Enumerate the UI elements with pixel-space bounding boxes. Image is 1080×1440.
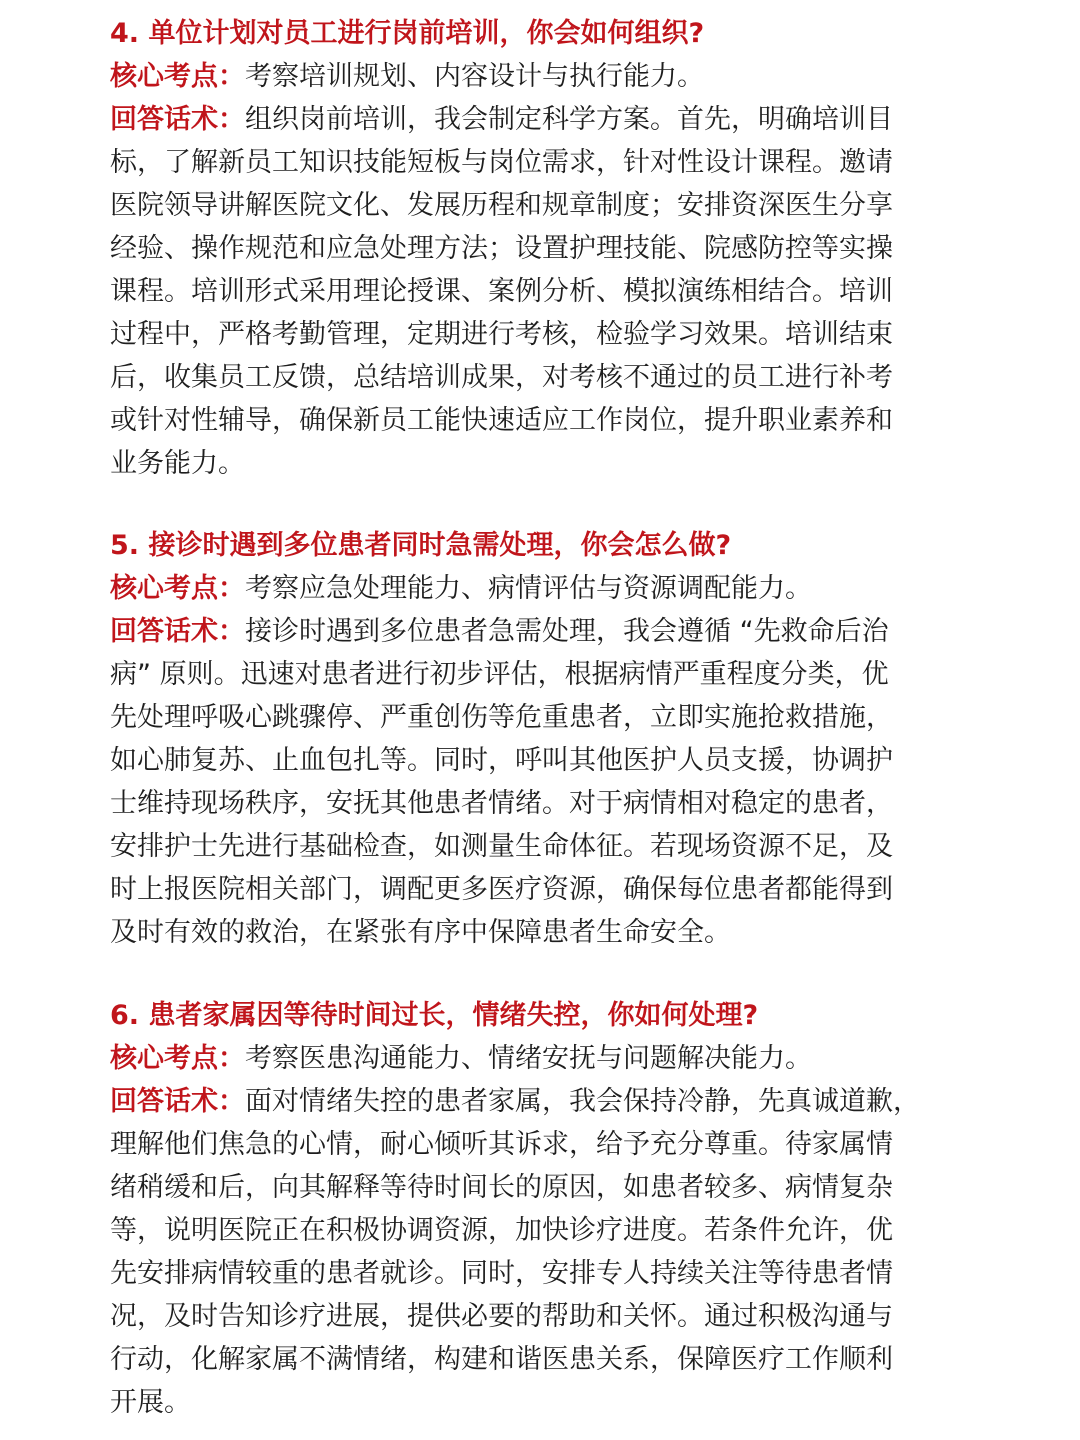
core-point-label: 核心考点：	[110, 1043, 245, 1074]
question-title: 5. 接诊时遇到多位患者同时急需处理，你会怎么做?	[110, 530, 732, 561]
answer-label: 回答话术：	[110, 104, 245, 135]
answer-line: 绪稍缓和后，向其解释等待时间长的原因，如患者较多、病情复杂	[110, 1172, 893, 1203]
answer-line: 课程。培训形式采用理论授课、案例分析、模拟演练相结合。培训	[110, 276, 893, 307]
answer-line: 安排护士先进行基础检查，如测量生命体征。若现场资源不足，及	[110, 831, 893, 862]
answer-line: 经验、操作规范和应急处理方法；设置护理技能、院感防控等实操	[110, 233, 893, 264]
question-title: 6. 患者家属因等待时间过长，情绪失控，你如何处理?	[110, 1000, 759, 1031]
answer-line: 如心肺复苏、止血包扎等。同时，呼叫其他医护人员支援，协调护	[110, 745, 893, 776]
core-point-label: 核心考点：	[110, 573, 245, 604]
answer-line: 标，了解新员工知识技能短板与岗位需求，针对性设计课程。邀请	[110, 147, 893, 178]
question-section-4	[110, 12, 980, 485]
question-section-6	[110, 994, 980, 1424]
answer-line: 士维持现场秩序，安抚其他患者情绪。对于病情相对稳定的患者，	[110, 788, 893, 819]
answer-line: 回答话术：组织岗前培训，我会制定科学方案。首先，明确培训目	[110, 104, 893, 135]
question-section-5	[110, 524, 980, 954]
answer-line: 开展。	[110, 1387, 191, 1418]
answer-line: 时上报医院相关部门，调配更多医疗资源，确保每位患者都能得到	[110, 874, 893, 905]
answer-block	[110, 98, 980, 485]
answer-block	[110, 1080, 980, 1424]
answer-line: 回答话术：接诊时遇到多位患者急需处理，我会遵循 “先救命后治	[110, 616, 889, 647]
answer-line: 先处理呼吸心跳骤停、严重创伤等危重患者，立即实施抢救措施，	[110, 702, 893, 733]
core-point	[110, 1037, 980, 1080]
core-point	[110, 567, 980, 610]
answer-line: 医院领导讲解医院文化、发展历程和规章制度；安排资深医生分享	[110, 190, 893, 221]
answer-line: 业务能力。	[110, 448, 245, 479]
answer-line: 行动，化解家属不满情绪，构建和谐医患关系，保障医疗工作顺利	[110, 1344, 893, 1375]
answer-label: 回答话术：	[110, 1086, 245, 1117]
answer-line: 回答话术：面对情绪失控的患者家属，我会保持冷静，先真诚道歉，	[110, 1086, 920, 1117]
core-point-text: 考察培训规划、内容设计与执行能力。	[245, 61, 704, 92]
core-point-text: 考察医患沟通能力、情绪安抚与问题解决能力。	[245, 1043, 812, 1074]
answer-line: 过程中，严格考勤管理，定期进行考核，检验学习效果。培训结束	[110, 319, 893, 350]
answer-line: 病” 原则。迅速对患者进行初步评估，根据病情严重程度分类，优	[110, 659, 889, 690]
answer-line: 及时有效的救治，在紧张有序中保障患者生命安全。	[110, 917, 731, 948]
answer-line: 等，说明医院正在积极协调资源，加快诊疗进度。若条件允许，优	[110, 1215, 893, 1246]
answer-label: 回答话术：	[110, 616, 245, 647]
core-point-text: 考察应急处理能力、病情评估与资源调配能力。	[245, 573, 812, 604]
answer-block	[110, 610, 980, 954]
answer-line: 理解他们焦急的心情，耐心倾听其诉求，给予充分尊重。待家属情	[110, 1129, 893, 1160]
answer-line: 后，收集员工反馈，总结培训成果，对考核不通过的员工进行补考	[110, 362, 893, 393]
question-title: 4. 单位计划对员工进行岗前培训，你会如何组织?	[110, 18, 705, 49]
core-point-label: 核心考点：	[110, 61, 245, 92]
answer-line: 况，及时告知诊疗进展，提供必要的帮助和关怀。通过积极沟通与	[110, 1301, 893, 1332]
answer-line: 或针对性辅导，确保新员工能快速适应工作岗位，提升职业素养和	[110, 405, 893, 436]
answer-line: 先安排病情较重的患者就诊。同时，安排专人持续关注等待患者情	[110, 1258, 893, 1289]
core-point	[110, 55, 980, 98]
